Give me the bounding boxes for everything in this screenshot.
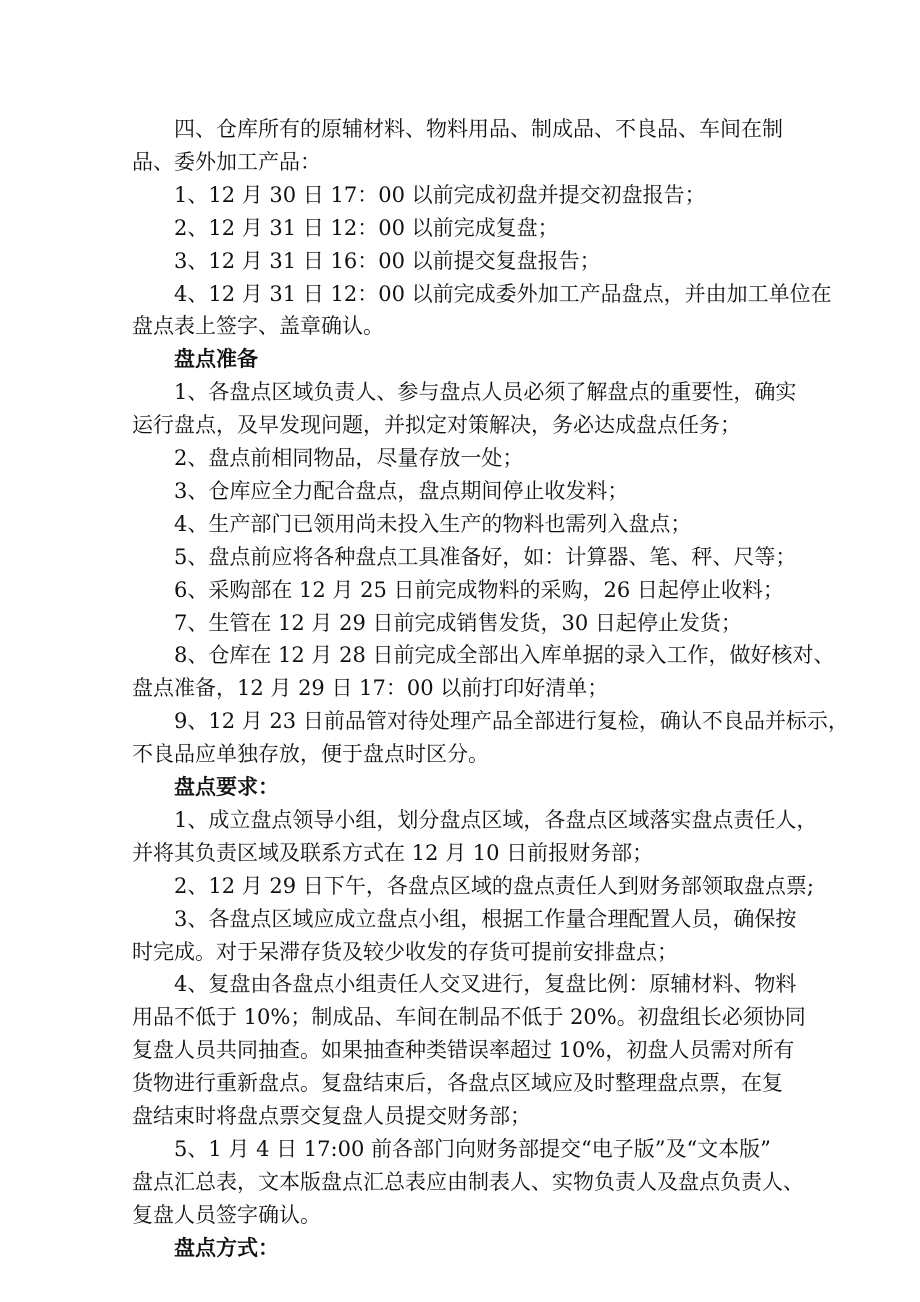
text-line: 用品不低于 10%；制成品、车间在制品不低于 20%。初盘组长必须协同 — [132, 1005, 806, 1029]
text-line: 5、1 月 4 日 17:00 前各部门向财务部提交“电子版”及“文本版” — [174, 1137, 771, 1161]
text-line: 并将其负责区域及联系方式在 12 月 10 日前报财务部； — [132, 841, 654, 865]
section-heading: 盘点准备 — [174, 346, 258, 371]
text-line: 3、各盘点区域应成立盘点小组，根据工作量合理配置人员，确保按 — [174, 907, 797, 931]
text-line: 盘点汇总表，文本版盘点汇总表应由制表人、实物负责人及盘点负责人、 — [132, 1170, 804, 1194]
text-line: 9、12 月 23 日前品管对待处理产品全部进行复检，确认不良品并标示， — [174, 709, 849, 733]
text-line: 四、仓库所有的原辅材料、物料用品、制成品、不良品、车间在制 — [174, 117, 783, 141]
text-line: 不良品应单独存放，便于盘点时区分。 — [132, 742, 489, 766]
text-line: 2、12 月 29 日下午，各盘点区域的盘点责任人到财务部领取盘点票; — [174, 874, 814, 898]
text-line: 3、12 月 31 日 16：00 以前提交复盘报告； — [174, 249, 601, 273]
text-line: 1、成立盘点领导小组，划分盘点区域，各盘点区域落实盘点责任人， — [174, 808, 818, 832]
section-heading: 盘点方式： — [174, 1235, 279, 1260]
text-line: 时完成。对于呆滞存货及较少收发的存货可提前安排盘点； — [132, 940, 678, 964]
text-line: 2、盘点前相同物品，尽量存放一处； — [174, 446, 524, 470]
text-line: 2、12 月 31 日 12：00 以前完成复盘； — [174, 216, 559, 240]
text-line: 3、仓库应全力配合盘点，盘点期间停止收发料； — [174, 479, 629, 503]
text-line: 盘点准备，12 月 29 日 17：00 以前打印好清单； — [132, 676, 609, 700]
text-line: 运行盘点，及早发现问题，并拟定对策解决，务必达成盘点任务； — [132, 413, 741, 437]
text-line: 5、盘点前应将各种盘点工具准备好，如：计算器、笔、秤、尺等； — [174, 545, 797, 569]
text-line: 1、12 月 30 日 17：00 以前完成初盘并提交初盘报告； — [174, 183, 706, 207]
text-line: 盘结束时将盘点票交复盘人员提交财务部； — [132, 1104, 531, 1128]
text-line: 复盘人员共同抽查。如果抽查种类错误率超过 10%，初盘人员需对所有 — [132, 1038, 795, 1062]
text-line: 货物进行重新盘点。复盘结束后，各盘点区域应及时整理盘点票，在复 — [132, 1071, 783, 1095]
text-line: 6、采购部在 12 月 25 日前完成物料的采购，26 日起停止收料； — [174, 578, 784, 602]
text-line: 7、生管在 12 月 29 日前完成销售发货，30 日起停止发货； — [174, 611, 742, 635]
section-heading: 盘点要求： — [174, 774, 279, 799]
text-line: 4、12 月 31 日 12：00 以前完成委外加工产品盘点，并由加工单位在 — [174, 282, 832, 306]
text-line: 4、生产部门已领用尚未投入生产的物料也需列入盘点； — [174, 512, 692, 536]
text-line: 盘点表上签字、盖章确认。 — [132, 314, 384, 338]
text-line: 复盘人员签字确认。 — [132, 1203, 321, 1227]
text-line: 品、委外加工产品： — [132, 150, 321, 174]
text-line: 8、仓库在 12 月 28 日前完成全部出入库单据的录入工作，做好核对、 — [174, 643, 835, 667]
text-line: 4、复盘由各盘点小组责任人交叉进行，复盘比例：原辅材料、物料 — [174, 972, 797, 996]
text-line: 1、各盘点区域负责人、参与盘点人员必须了解盘点的重要性，确实 — [174, 380, 797, 404]
